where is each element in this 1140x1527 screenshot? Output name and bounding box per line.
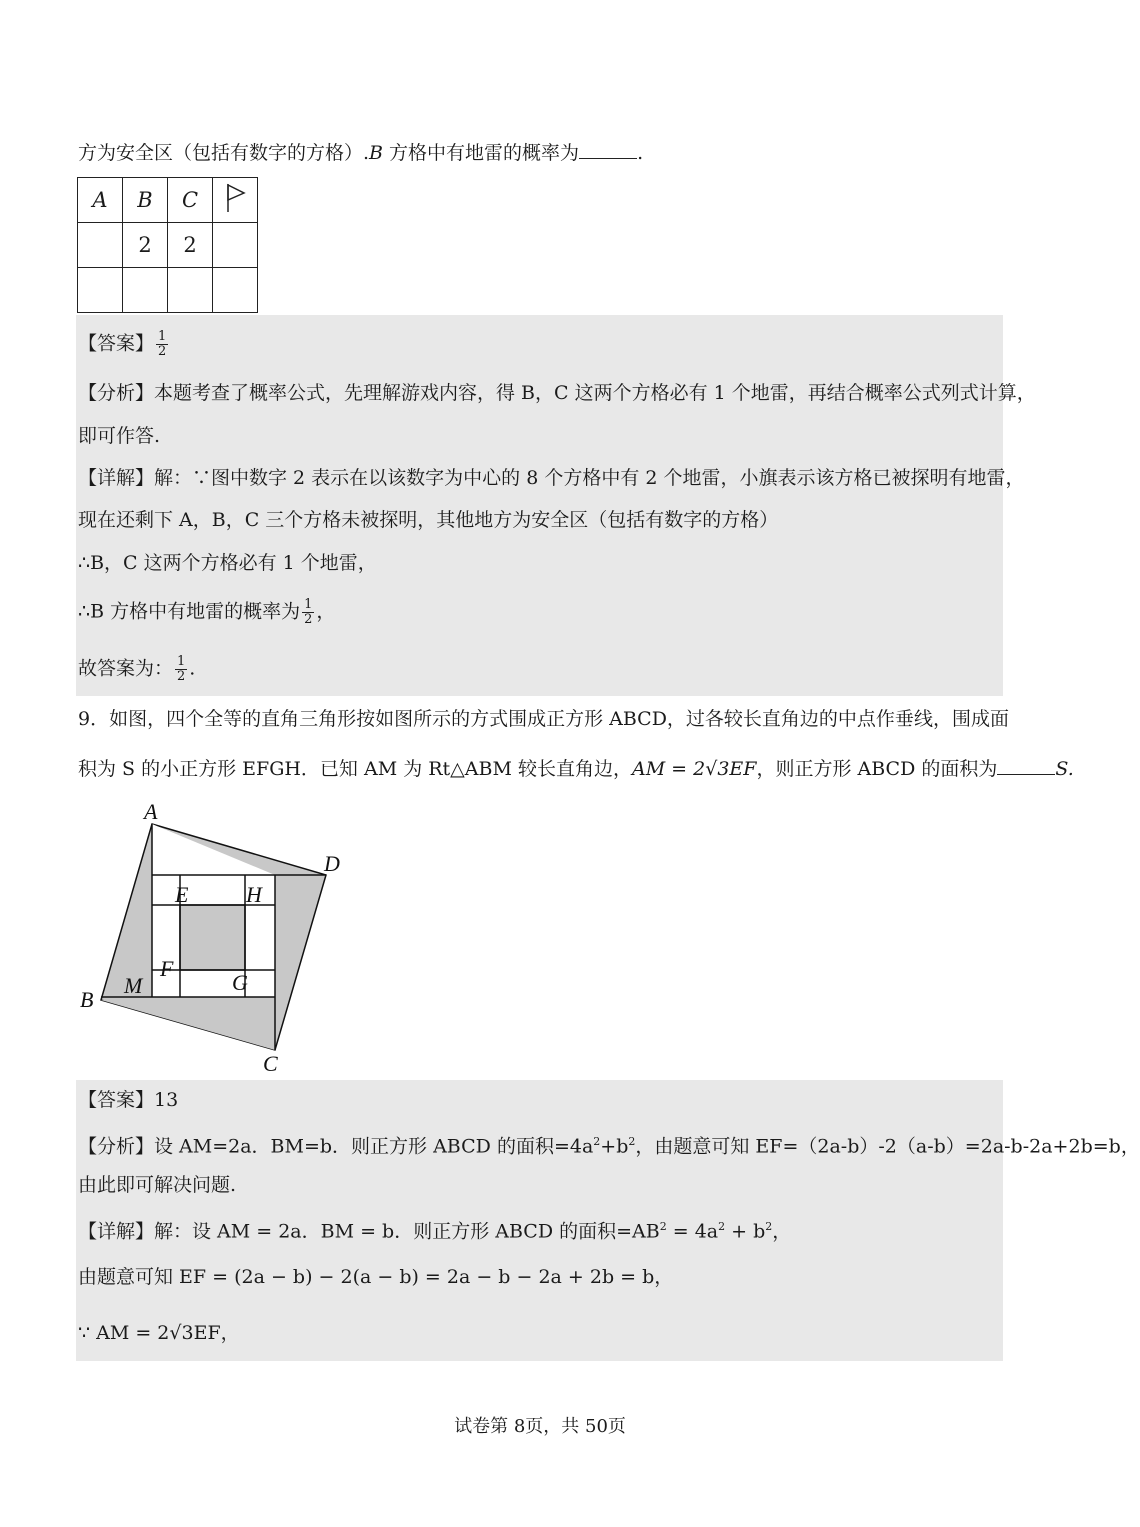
q9-detail-line1: 【详解】解：设 AM = 2a．BM = b．则正方形 ABCD 的面积$=AB^2 = 4a^2 + b^2$， [78,1220,792,1243]
q8-detail-line4: ∴B 方格中有地雷的概率为 $\frac{1}{2}$ ， [78,597,336,627]
label-e: E [175,882,189,907]
q8-solution-panel [76,315,1003,696]
label-b: B [80,987,94,1012]
flag-icon [223,182,247,214]
fraction: $\frac{1}{2}$ [158,329,167,359]
q9-stem-line1: 9．如图，四个全等的直角三角形按如图所示的方式围成正方形 ABCD，过各较长直角边的中点作垂线，围成面 [78,708,1009,730]
grid-cell [213,268,258,313]
label-a: A [144,799,158,824]
square-figure [70,795,370,1080]
q9-analysis-line1: 【分析】设 AM=2a．BM=b．则正方形 ABCD 的面积$=4a^2+b^2$，由题意可知 EF=（2a-b）-2（a-b）=2a-b-2a+2b=b， [78,1135,1140,1158]
label-f: F [160,956,174,981]
grid-cell: A [78,178,123,223]
q8-detail-line2: 现在还剩下 A，B，C 三个方格未被探明，其他地方为安全区（包括有数字的方格） [78,509,779,531]
q8-detail-line1: 【详解】解：∵图中数字 2 表示在以该数字为中心的 8 个方格中有 2 个地雷，小旗表示该方格已被探明有地雷， [78,467,1025,489]
grid-cell-flag [213,178,258,223]
grid-cell: C [168,178,213,223]
q9-answer: 【答案】13 [78,1089,179,1111]
grid-cell [168,268,213,313]
q8-stem: 方为安全区（包括有数字的方格）.B 方格中有地雷的概率为 . [78,142,644,164]
fraction: $\frac{1}{2}$ [304,597,313,627]
grid-cell: 2 [168,223,213,268]
grid-cell [123,268,168,313]
grid-cell [78,223,123,268]
q8-analysis-line1: 【分析】本题考查了概率公式，先理解游戏内容，得 B，C 这两个方格必有 1 个地雷，再结合概率公式列式计算， [78,382,1036,404]
fraction: $\frac{1}{2}$ [177,654,186,684]
grid-cell [213,223,258,268]
q9-stem-line2: 积为 S 的小正方形 EFGH．已知 AM 为 Rt△ABM 较长直角边，AM = 2√3EF，则正方形 ABCD 的面积为 S. [78,758,1074,780]
q8-analysis-line2: 即可作答. [78,425,161,447]
q9-analysis-line2: 由此即可解决问题. [78,1174,237,1196]
q8-answer: 【答案】 $\frac{1}{2}$ [78,329,167,359]
q9-detail-line2: 由题意可知 EF = (2a − b) − 2(a − b) = 2a − b − 2a + 2b = b， [78,1266,674,1288]
answer-blank [579,140,637,159]
page-footer: 试卷第 8页，共 50页 [454,1416,626,1437]
answer-blank [997,756,1055,775]
grid-cell [78,268,123,313]
grid-cell: 2 [123,223,168,268]
q9-detail-line3: ∵ AM = 2√3EF， [78,1322,240,1344]
inner-square-efgh [180,905,245,970]
label-m: M [124,973,143,998]
label-c: C [263,1051,278,1076]
minesweeper-grid [77,177,258,313]
q8-detail-line3: ∴B，C 这两个方格必有 1 个地雷， [78,552,377,574]
label-g: G [232,970,248,995]
q8-detail-line5: 故答案为： $\frac{1}{2}$ . [78,654,196,684]
grid-cell: B [123,178,168,223]
label-h: H [246,882,262,907]
label-d: D [324,851,340,876]
